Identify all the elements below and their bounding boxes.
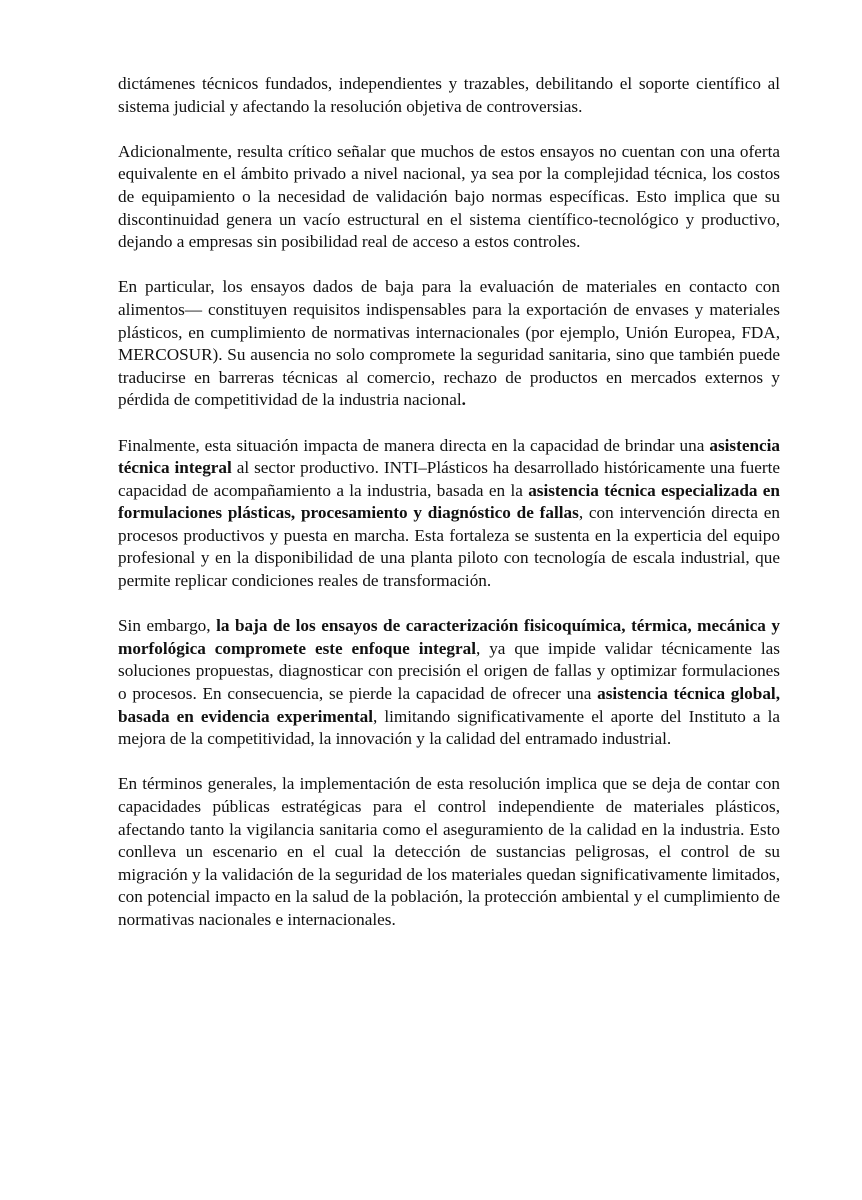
paragraph-text: al sector productivo. INTI–Plásticos ha desarrollado históricamente una fuerte capacidad de acompañamiento a la industria, basada en la bbox=[118, 458, 780, 500]
paragraph-bold-text: asistencia técnica especializada en formulaciones plásticas, procesamiento y diagnóstico de fallas bbox=[118, 480, 780, 523]
paragraph-text: , con intervención directa en procesos productivos y puesta en marcha. Esta fortaleza se sustenta en la experticia del equipo profesional y en la disponibilidad de una planta piloto con tecnología de escala industrial, que permite replicar condiciones reales de transformación. bbox=[118, 503, 780, 591]
paragraph-bold-text: asistencia técnica global, basada en evidencia experimental bbox=[118, 684, 780, 726]
document-page bbox=[118, 73, 780, 954]
paragraph-text: , ya que impide validar técnicamente las soluciones propuestas, diagnosticar con precisión el origen de fallas y optimizar formulaciones o procesos. En consecuencia, se pierde la capacidad de ofrecer una bbox=[118, 638, 780, 704]
paragraph bbox=[118, 615, 780, 751]
paragraph bbox=[118, 435, 780, 593]
paragraph bbox=[118, 73, 780, 118]
paragraph-bold-text: asistencia técnica integral bbox=[118, 435, 780, 478]
paragraph-text: En particular, los ensayos dados de baja para la evaluación de materiales en contacto con alimentos— constituyen requisitos indispensables para la exportación de envases y materiales plásticos, en cumplimiento de normativas internacionales (por ejemplo, Unión Europea, FDA, MERCOSUR). Su ausencia no solo compromete la seguridad sanitaria, sino que también puede traducirse en barreras técnicas al comercio, rechazo de productos en mercados externos y pérdida de competitividad de la industria nacional bbox=[118, 277, 780, 410]
paragraph-text: , limitando significativamente el aporte del Instituto a la mejora de la competitividad, la innovación y la calidad del entramado industrial. bbox=[118, 706, 780, 749]
paragraph-bold-text: la baja de los ensayos de caracterización fisicoquímica, térmica, mecánica y morfológica compromete este enfoque integral bbox=[118, 616, 781, 658]
paragraph-text: dictámenes técnicos fundados, independientes y trazables, debilitando el soporte científico al sistema judicial y afectando la resolución objetiva de controversias. bbox=[118, 74, 780, 116]
paragraph bbox=[118, 276, 780, 412]
paragraph-text: En términos generales, la implementación de esta resolución implica que se deja de contar con capacidades públicas estratégicas para el control independiente de materiales plásticos, afectando tanto la vigilancia sanitaria como el aseguramiento de la calidad en la industria. Esto conlleva un escenario en el cual la detección de sustancias peligrosas, el control de su migración y la validación de la seguridad de los materiales quedan significativamente limitados, con potencial impacto en la salud de la población, la protección ambiental y el cumplimiento de normativas nacionales e internacionales. bbox=[118, 774, 780, 929]
paragraph-text: Adicionalmente, resulta crítico señalar que muchos de estos ensayos no cuentan con una oferta equivalente en el ámbito privado a nivel nacional, ya sea por la complejidad técnica, los costos de equipamiento o la necesidad de validación bajo normas específicas. Esto implica que su discontinuidad genera un vacío estructural en el sistema científico-tecnológico y productivo, dejando a empresas sin posibilidad real de acceso a estos controles. bbox=[118, 141, 780, 252]
paragraph bbox=[118, 141, 780, 254]
paragraph-text: Finalmente, esta situación impacta de manera directa en la capacidad de brindar una bbox=[118, 435, 710, 455]
paragraph-bold-text: . bbox=[461, 390, 466, 410]
paragraph bbox=[118, 773, 780, 931]
paragraph-text: Sin embargo, bbox=[118, 616, 217, 636]
